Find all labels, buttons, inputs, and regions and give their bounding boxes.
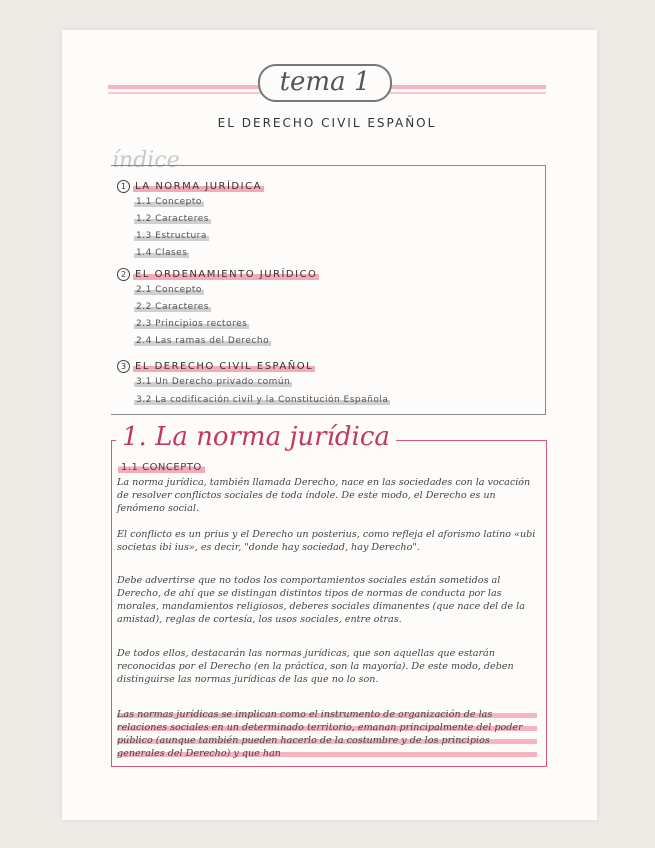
indice-heading: índice bbox=[112, 148, 180, 173]
section-title: 1. La norma jurídica bbox=[116, 422, 396, 452]
indice-section-2-label: EL ORDENAMIENTO JURÍDICO bbox=[135, 269, 318, 280]
title-banner bbox=[108, 67, 546, 100]
tema-label: tema 1 bbox=[258, 64, 392, 102]
indice-item-3-1: 3.1 Un Derecho privado común bbox=[136, 377, 291, 387]
paragraph-1: La norma jurídica, también llamada Derecho, nace en las sociedades con la vocación de resolver conflictos sociales de toda índole. De este modo, el Derecho es un fenómeno social. bbox=[117, 477, 531, 514]
indice-section-3-label: EL DERECHO CIVIL ESPAÑOL bbox=[135, 361, 314, 372]
indice-item-3-2: 3.2 La codificación civil y la Constitución Española bbox=[136, 395, 389, 405]
section-number-2: 2 bbox=[117, 268, 130, 281]
paragraph-4: De todos ellos, destacarán las normas jurídicas, que son aquellas que estarán reconocidas por el Derecho (en la práctica, son la mayoría). De este modo, deben distinguirse las normas jurídicas de las que no lo son. bbox=[117, 648, 514, 685]
indice-section-1 bbox=[117, 180, 264, 193]
indice-section-1-label: LA NORMA JURÍDICA bbox=[135, 181, 262, 192]
indice-item-2-1: 2.1 Concepto bbox=[136, 285, 202, 295]
indice-item-1-3: 1.3 Estructura bbox=[136, 231, 207, 241]
indice-item-1-4: 1.4 Clases bbox=[136, 248, 188, 258]
section-number-3: 3 bbox=[117, 360, 130, 373]
paragraph-5: Las normas jurídicas se implican como el instrumento de organización de las relaciones sociales en un determinado territorio, emanan principalmente del poder público (aunque también pueden hacerlo de la costumbre y de los principios generales del Derecho) y que han bbox=[117, 708, 537, 760]
paragraph-2: El conflicto es un prius y el Derecho un posterius, como refleja el aforismo latino «ubi societas ibi ius», es decir, "donde hay sociedad, hay Derecho". bbox=[117, 529, 536, 553]
indice-item-2-3: 2.3 Principios rectores bbox=[136, 319, 248, 329]
indice-item-1-1: 1.1 Concepto bbox=[136, 197, 202, 207]
indice-section-3 bbox=[117, 360, 315, 373]
indice-section-2 bbox=[117, 268, 319, 281]
paragraph-3: Debe advertirse que no todos los comportamientos sociales están sometidos al Derecho, de ahí que se distingan distintos tipos de normas de conducta por las morales, mandamientos religiosos, deberes sociales dimanentes (que nace del de la amistad), reglas de cortesía, los usos sociales, entre otras. bbox=[117, 575, 525, 625]
section-number-1: 1 bbox=[117, 180, 130, 193]
subheading-concepto: 1.1 CONCEPTO bbox=[118, 462, 205, 473]
indice-item-1-2: 1.2 Caracteres bbox=[136, 214, 209, 224]
indice-item-2-4: 2.4 Las ramas del Derecho bbox=[136, 336, 270, 346]
indice-item-2-2: 2.2 Caracteres bbox=[136, 302, 209, 312]
page-subtitle: EL DERECHO CIVIL ESPAÑOL bbox=[217, 116, 437, 130]
